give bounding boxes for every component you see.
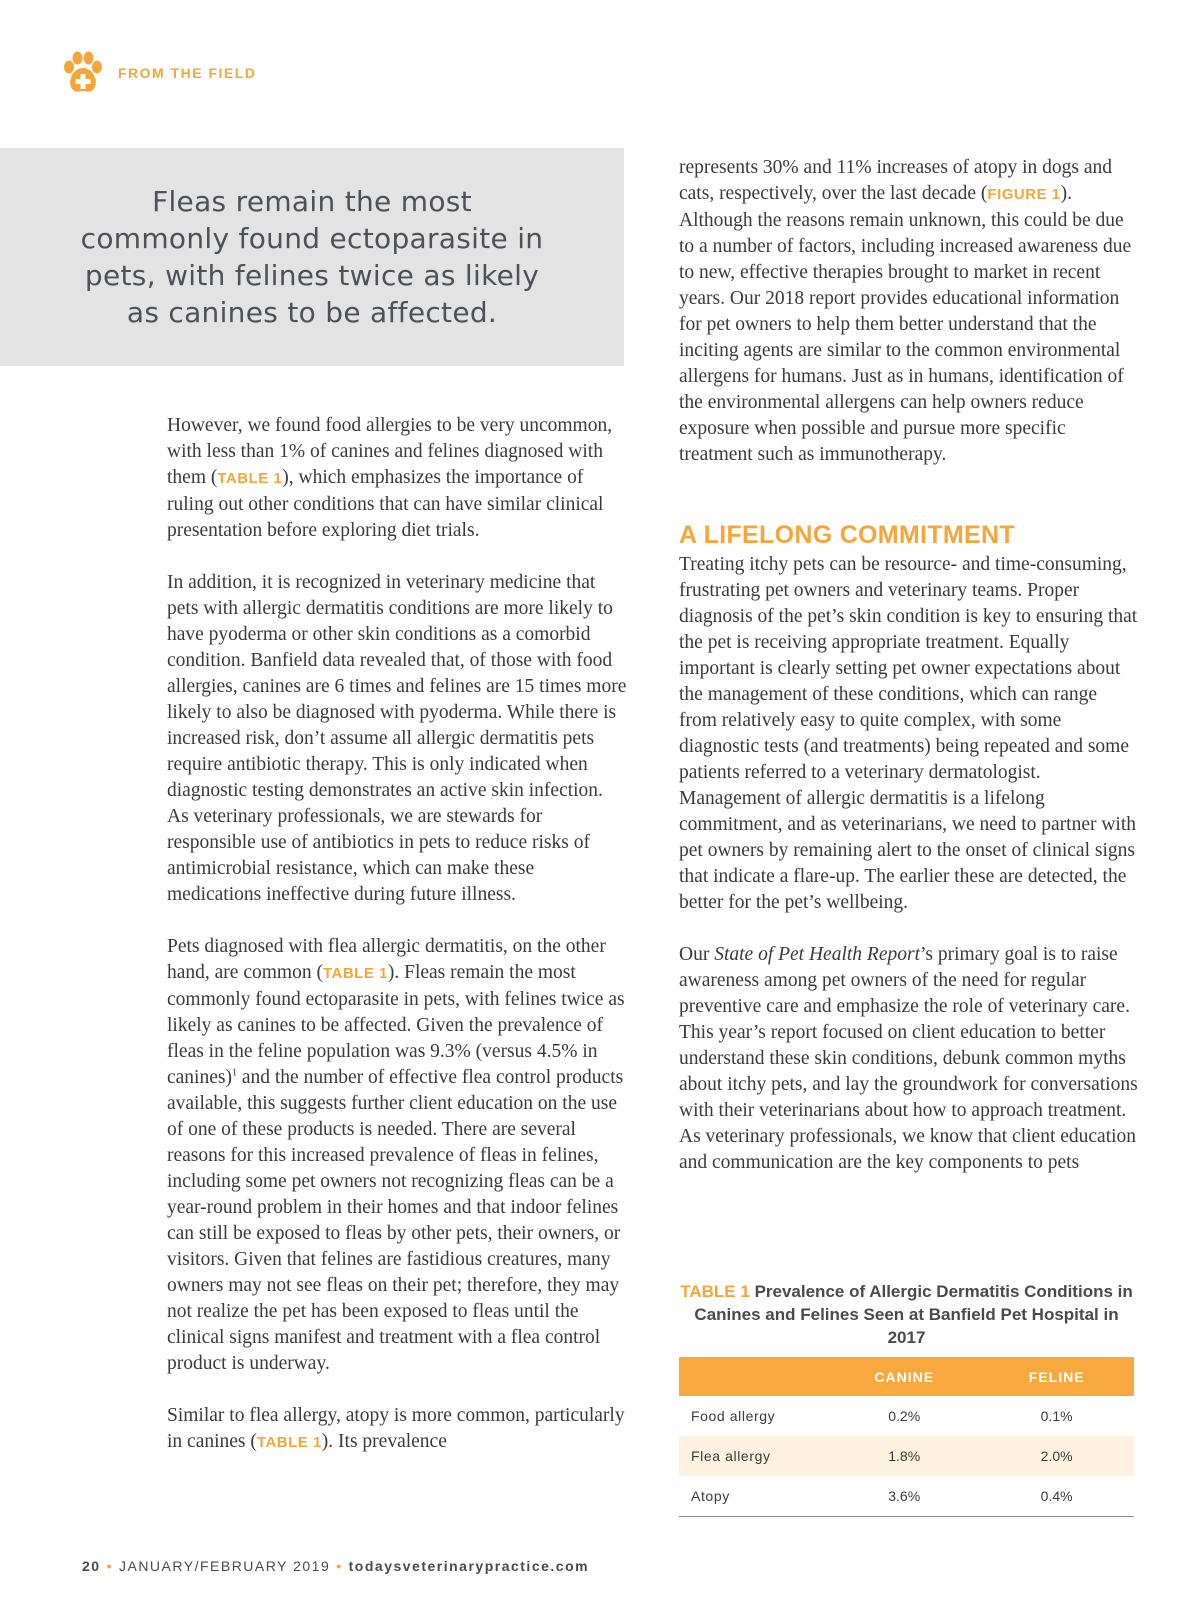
paragraph: Pets diagnosed with flea allergic dermatitis, on the other hand, are common (TABLE 1). Fleas remain the most commonly found ectoparasite in pets, with felines twice as likely as canines to be affected. Given the prevalence of fleas in the feline population was 9.3% (versus 4.5% in canines)$^1$ and the number of effective flea control products available, this suggests further client education on the use of one of these products is needed. There are several reasons for this increased prevalence of fleas in felines, including some pet owners not recognizing fleas can be a year-round problem in their homes and that indoor felines can still be exposed to fleas by other pets, their owners, or visitors. Given that felines are fastidious creatures, many owners may not see fleas on their pet; therefore, they may not realize the pet has been exposed to fleas until the clinical signs manifest and treatment with a flea control product is underway. — [167, 936, 625, 1374]
table-reference[interactable]: TABLE 1 — [322, 965, 388, 982]
table-row — [679, 1396, 1134, 1436]
section-heading: A LIFELONG COMMITMENT — [679, 521, 1015, 549]
table-reference[interactable]: TABLE 1 — [256, 1434, 322, 1451]
pull-quote-text: Fleas remain the most commonly found ectoparasite in pets, with felines twice as likely as canines to be affected. — [80, 185, 544, 329]
table-caption — [679, 1280, 1134, 1349]
paragraph: represents 30% and 11% increases of atopy in dogs and cats, respectively, over the last decade (FIGURE 1). Although the reasons remain unknown, this could be due to a number of factors, including increased awareness due to new, effective therapies brought to market in recent years. Our 2018 report provides educational information for pet owners to help them better understand that the inciting agents are similar to the common environmental allergens for humans. Just as in humans, identification of the environmental allergens can help owners reduce exposure when possible and pursue more specific treatment such as immunotherapy. — [679, 157, 1132, 465]
page-footer — [82, 1558, 589, 1574]
paragraph: Our State of Pet Health Report’s primary goal is to raise awareness among pet owners of the need for regular preventive care and emphasize the role of veterinary care. This year’s report focused on client education to better understand these skin conditions, debunk common myths about itchy pets, and lay the groundwork for conversations with their veterinarians about how to approach treatment. As veterinary professionals, we know that client education and communication are the key components to pets — [679, 944, 1138, 1173]
paragraph: Similar to flea allergy, atopy is more common, particularly in canines (TABLE 1). Its prevalence — [167, 1405, 625, 1452]
pull-quote — [0, 148, 624, 366]
separator-dot: • — [106, 1558, 113, 1574]
report-title: State of Pet Health Report — [714, 944, 920, 965]
table-row — [679, 1476, 1134, 1517]
footnote-reference[interactable]: 1 — [231, 1067, 237, 1079]
column-header — [679, 1357, 829, 1396]
column-header-feline: FELINE — [979, 1357, 1134, 1396]
table-reference[interactable]: TABLE 1 — [217, 470, 283, 487]
canine-value: 1.8% — [829, 1436, 979, 1476]
canine-value: 3.6% — [829, 1476, 979, 1517]
right-column — [679, 155, 1139, 1202]
left-column — [167, 413, 627, 1482]
feline-value: 2.0% — [979, 1436, 1134, 1476]
paw-plus-icon — [60, 50, 106, 96]
table-title: Prevalence of Allergic Dermatitis Conditions in Canines and Felines Seen at Banfield Pet Hospital in 2017 — [694, 1282, 1133, 1347]
table-label: TABLE 1 — [680, 1282, 750, 1301]
row-label: Atopy — [679, 1476, 829, 1517]
row-label: Flea allergy — [679, 1436, 829, 1476]
paragraph: However, we found food allergies to be very uncommon, with less than 1% of canines and felines diagnosed with them (TABLE 1), which emphasizes the importance of ruling out other conditions that can have similar clinical presentation before exploring diet trials. — [167, 415, 613, 541]
paragraph: In addition, it is recognized in veterinary medicine that pets with allergic dermatitis conditions are more likely to have pyoderma or other skin conditions as a comorbid condition. Banfield data revealed that, of those with food allergies, canines are 6 times and felines are 15 times more likely to also be diagnosed with pyoderma. While there is increased risk, don’t assume all allergic dermatitis pets require antibiotic therapy. This is only indicated when diagnostic testing demonstrates an active skin infection. As veterinary professionals, we are stewards for responsible use of antibiotics in pets to reduce risks of antimicrobial resistance, which can make these medications ineffective during future illness. — [167, 572, 627, 905]
page-number: 20 — [82, 1558, 101, 1574]
issue-date: JANUARY/FEBRUARY 2019 — [118, 1558, 331, 1574]
separator-dot: • — [336, 1558, 343, 1574]
section-title: FROM THE FIELD — [118, 65, 257, 81]
prevalence-table — [679, 1357, 1134, 1517]
paragraph: Treating itchy pets can be resource- and time-consuming, frustrating pet owners and veterinary teams. Proper diagnosis of the pet’s skin condition is key to ensuring that the pet is receiving appropriate treatment. Equally important is clearly setting pet owner expectations about the management of these conditions, which can range from relatively easy to quite complex, with some diagnostic tests (and treatments) being repeated and some patients referred to a veterinary dermatologist. Management of allergic dermatitis is a lifelong commitment, and as veterinarians, we need to partner with pet owners by remaining alert to the onset of clinical signs that indicate a flare-up. The earlier these are detected, the better for the pet’s wellbeing. — [679, 554, 1138, 913]
section-header — [60, 50, 256, 96]
canine-value: 0.2% — [888, 1408, 921, 1424]
table-1 — [679, 1280, 1134, 1517]
column-header-canine: CANINE — [829, 1357, 979, 1396]
feline-value: 0.4% — [979, 1476, 1134, 1517]
figure-reference[interactable]: FIGURE 1 — [987, 186, 1061, 203]
feline-value: 0.1% — [1040, 1408, 1073, 1424]
table-row — [679, 1436, 1134, 1476]
row-label: Food allergy — [691, 1408, 776, 1424]
website-link[interactable]: todaysveterinarypractice.com — [348, 1558, 590, 1574]
